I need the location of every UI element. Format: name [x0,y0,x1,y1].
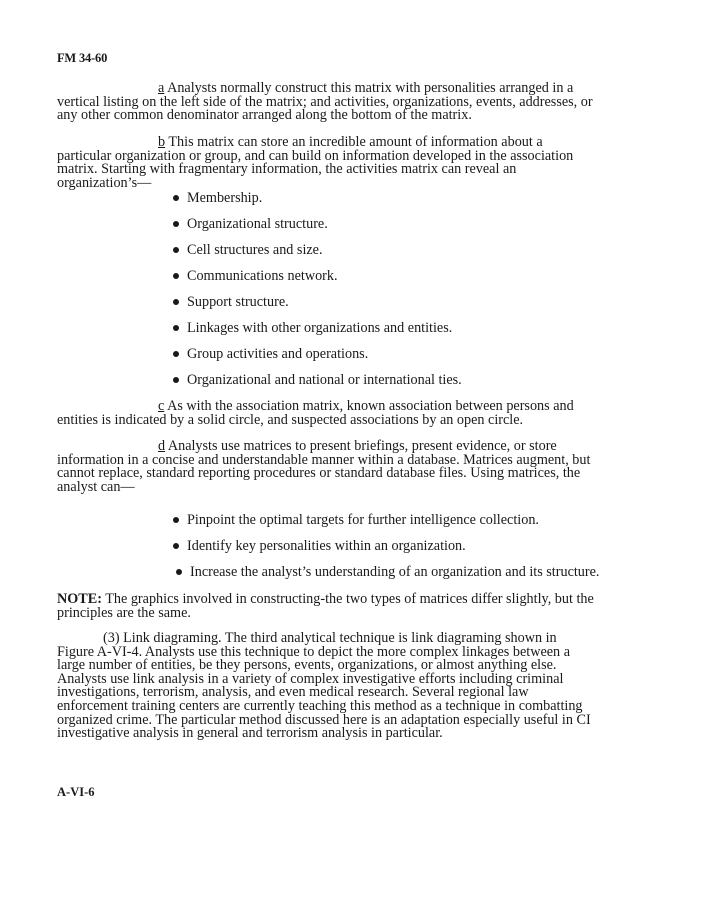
paragraph-a-letter: a [158,80,165,96]
note-paragraph [57,593,597,620]
list-item: Pinpoint the optimal targets for further intelligence collection. [172,513,596,539]
note-label: NOTE: [57,591,102,607]
bullet-icon [173,273,179,279]
organization-bullet-list [172,191,462,399]
page-number: A-VI-6 [57,785,95,799]
paragraph-d-letter: d [158,438,166,454]
list-item: Membership. [172,191,462,217]
paragraph-c-text: As with the association matrix, known association between persons and entities is indicated by a solid circle, and suspected associations by an open circle. [57,398,574,428]
paragraph-d-text: Analysts use matrices to present briefings, present evidence, or store information in a concise and understandable manner within a database. Matrices augment, but cannot replace, standard reporting procedures or standard database files. Using matrices, the analyst can— [57,438,591,495]
paragraph-d [57,440,597,494]
link-diagraming-text: (3) Link diagraming. The third analytical technique is link diagraming shown in Figure A-VI-4. Analysts use this technique to depict the more complex linkages between a large number of entities, be they persons, events, organizations, or almost anything else. Analysts use link analysis in a variety of complex investigative efforts including criminal investigations, terrorism, analysis, and even medical research. Several regional law enforcement training centers are currently teaching this method as a technique in combatting organized crime. The particular method discussed here is an adaptation especially useful in CI investigative analysis in general and terrorism analysis in particular. [57,630,591,742]
list-item: Linkages with other organizations and entities. [172,321,462,347]
paragraph-a [57,82,597,123]
paragraph-b-text: This matrix can store an incredible amount of information about a particular organization or group, and can build on information developed in the association matrix. Starting with fragmentary information, the activities matrix can reveal an organization’s— [57,134,574,191]
paragraph-a-text: Analysts normally construct this matrix with personalities arranged in a vertical listing on the left side of the matrix; and activities, organizations, events, addresses, or any other common denominator arranged along the bottom of the matrix. [57,80,593,124]
list-item: Support structure. [172,295,462,321]
paragraph-b [57,136,597,190]
analyst-bullet-list [172,512,600,591]
bullet-icon [173,377,179,383]
note-text: The graphics involved in constructing-the two types of matrices differ slightly, but the principles are the same. [57,591,594,621]
paragraph-c-letter: c [158,398,165,414]
bullet-icon [173,221,179,227]
manual-code: FM 34-60 [57,51,108,65]
link-diagraming-paragraph [57,632,597,741]
bullet-icon [173,351,179,357]
bullet-icon [173,299,179,305]
list-item: Group activities and operations. [172,347,462,373]
list-item: Increase the analyst’s understanding of an organization and its structure. [175,565,599,591]
bullet-icon [173,517,179,523]
bullet-icon [173,543,179,549]
bullet-icon [173,247,179,253]
bullet-icon [173,195,179,201]
bullet-icon [176,569,182,575]
list-item: Organizational and national or international ties. [172,373,462,399]
bullet-icon [173,325,179,331]
list-item: Communications network. [172,269,462,295]
list-item: Identify key personalities within an organization. [172,539,596,565]
list-item: Cell structures and size. [172,243,462,269]
paragraph-c [57,400,597,427]
list-item: Organizational structure. [172,217,462,243]
paragraph-b-letter: b [158,134,166,150]
